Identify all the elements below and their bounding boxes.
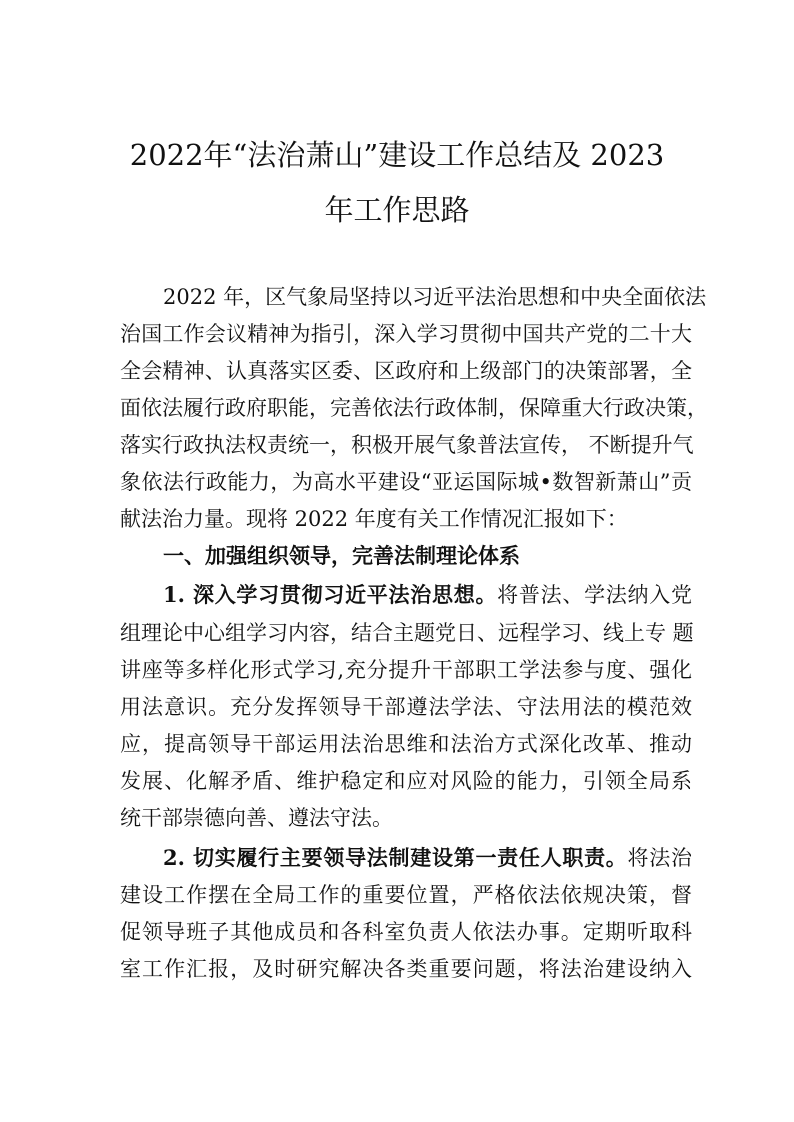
- item2-line: 室工作汇报，及时研究解决各类重要问题，将法治建设纳入: [120, 957, 692, 981]
- item1-line: 用法意识。充分发挥领导干部遵法学法、守法用法的模范效: [120, 695, 692, 719]
- item2-first-line: [163, 843, 692, 873]
- item1-line: 应，提高领导干部运用法治思维和法治方式深化改革、推动: [120, 732, 692, 756]
- intro-line: 献法治力量。现将 2022 年度有关工作情况汇报如下：: [120, 507, 628, 531]
- intro-line: 象依法行政能力，为高水平建设“亚运国际城•数智新萧山”贡: [120, 470, 692, 494]
- intro-line: 治国工作会议精神为指引，深入学习贯彻中国共产党的二十大: [120, 322, 692, 346]
- item2-line: 促领导班子其他成员和各科室负责人依法办事。定期听取科: [120, 920, 692, 944]
- item1-heading: 1. 深入学习贯彻习近平法治思想。: [163, 582, 498, 607]
- item1-text: 将普法、学法纳入党: [497, 583, 693, 607]
- intro-line: 面依法履行政府职能，完善依法行政体制，保障重大行政决策，: [120, 396, 708, 420]
- item2-text: 将法治: [627, 846, 693, 870]
- item1-line: 组理论中心组学习内容，结合主题党日、远程学习、线上专 题: [120, 621, 694, 645]
- item1-line: 讲座等多样化形式学习,充分提升干部职工学法参与度、强化: [120, 658, 692, 682]
- item1-line: 发展、化解矛盾、维护稳定和应对风险的能力，引领全局系: [120, 769, 692, 793]
- item2-heading: 2. 切实履行主要领导法制建设第一责任人职责。: [163, 845, 628, 870]
- intro-line: 2022 年，区气象局坚持以习近平法治思想和中央全面依法: [163, 285, 707, 309]
- section-heading: 一、加强组织领导，完善法制理论体系: [163, 543, 520, 568]
- document-title-line-1: 2022年“法治萧山”建设工作总结及 2023: [129, 138, 665, 172]
- intro-line: 全会精神、认真落实区委、区政府和上级部门的决策部署，全: [120, 359, 692, 383]
- item1-first-line: [163, 580, 692, 610]
- document-title-line-2: 年工作思路: [324, 193, 470, 227]
- item2-line: 建设工作摆在全局工作的重要位置，严格依法依规决策，督: [120, 883, 692, 907]
- intro-line: 落实行政执法权责统一，积极开展气象普法宣传， 不断提升气: [120, 433, 694, 457]
- item1-line: 统干部崇德向善、遵法守法。: [120, 806, 393, 830]
